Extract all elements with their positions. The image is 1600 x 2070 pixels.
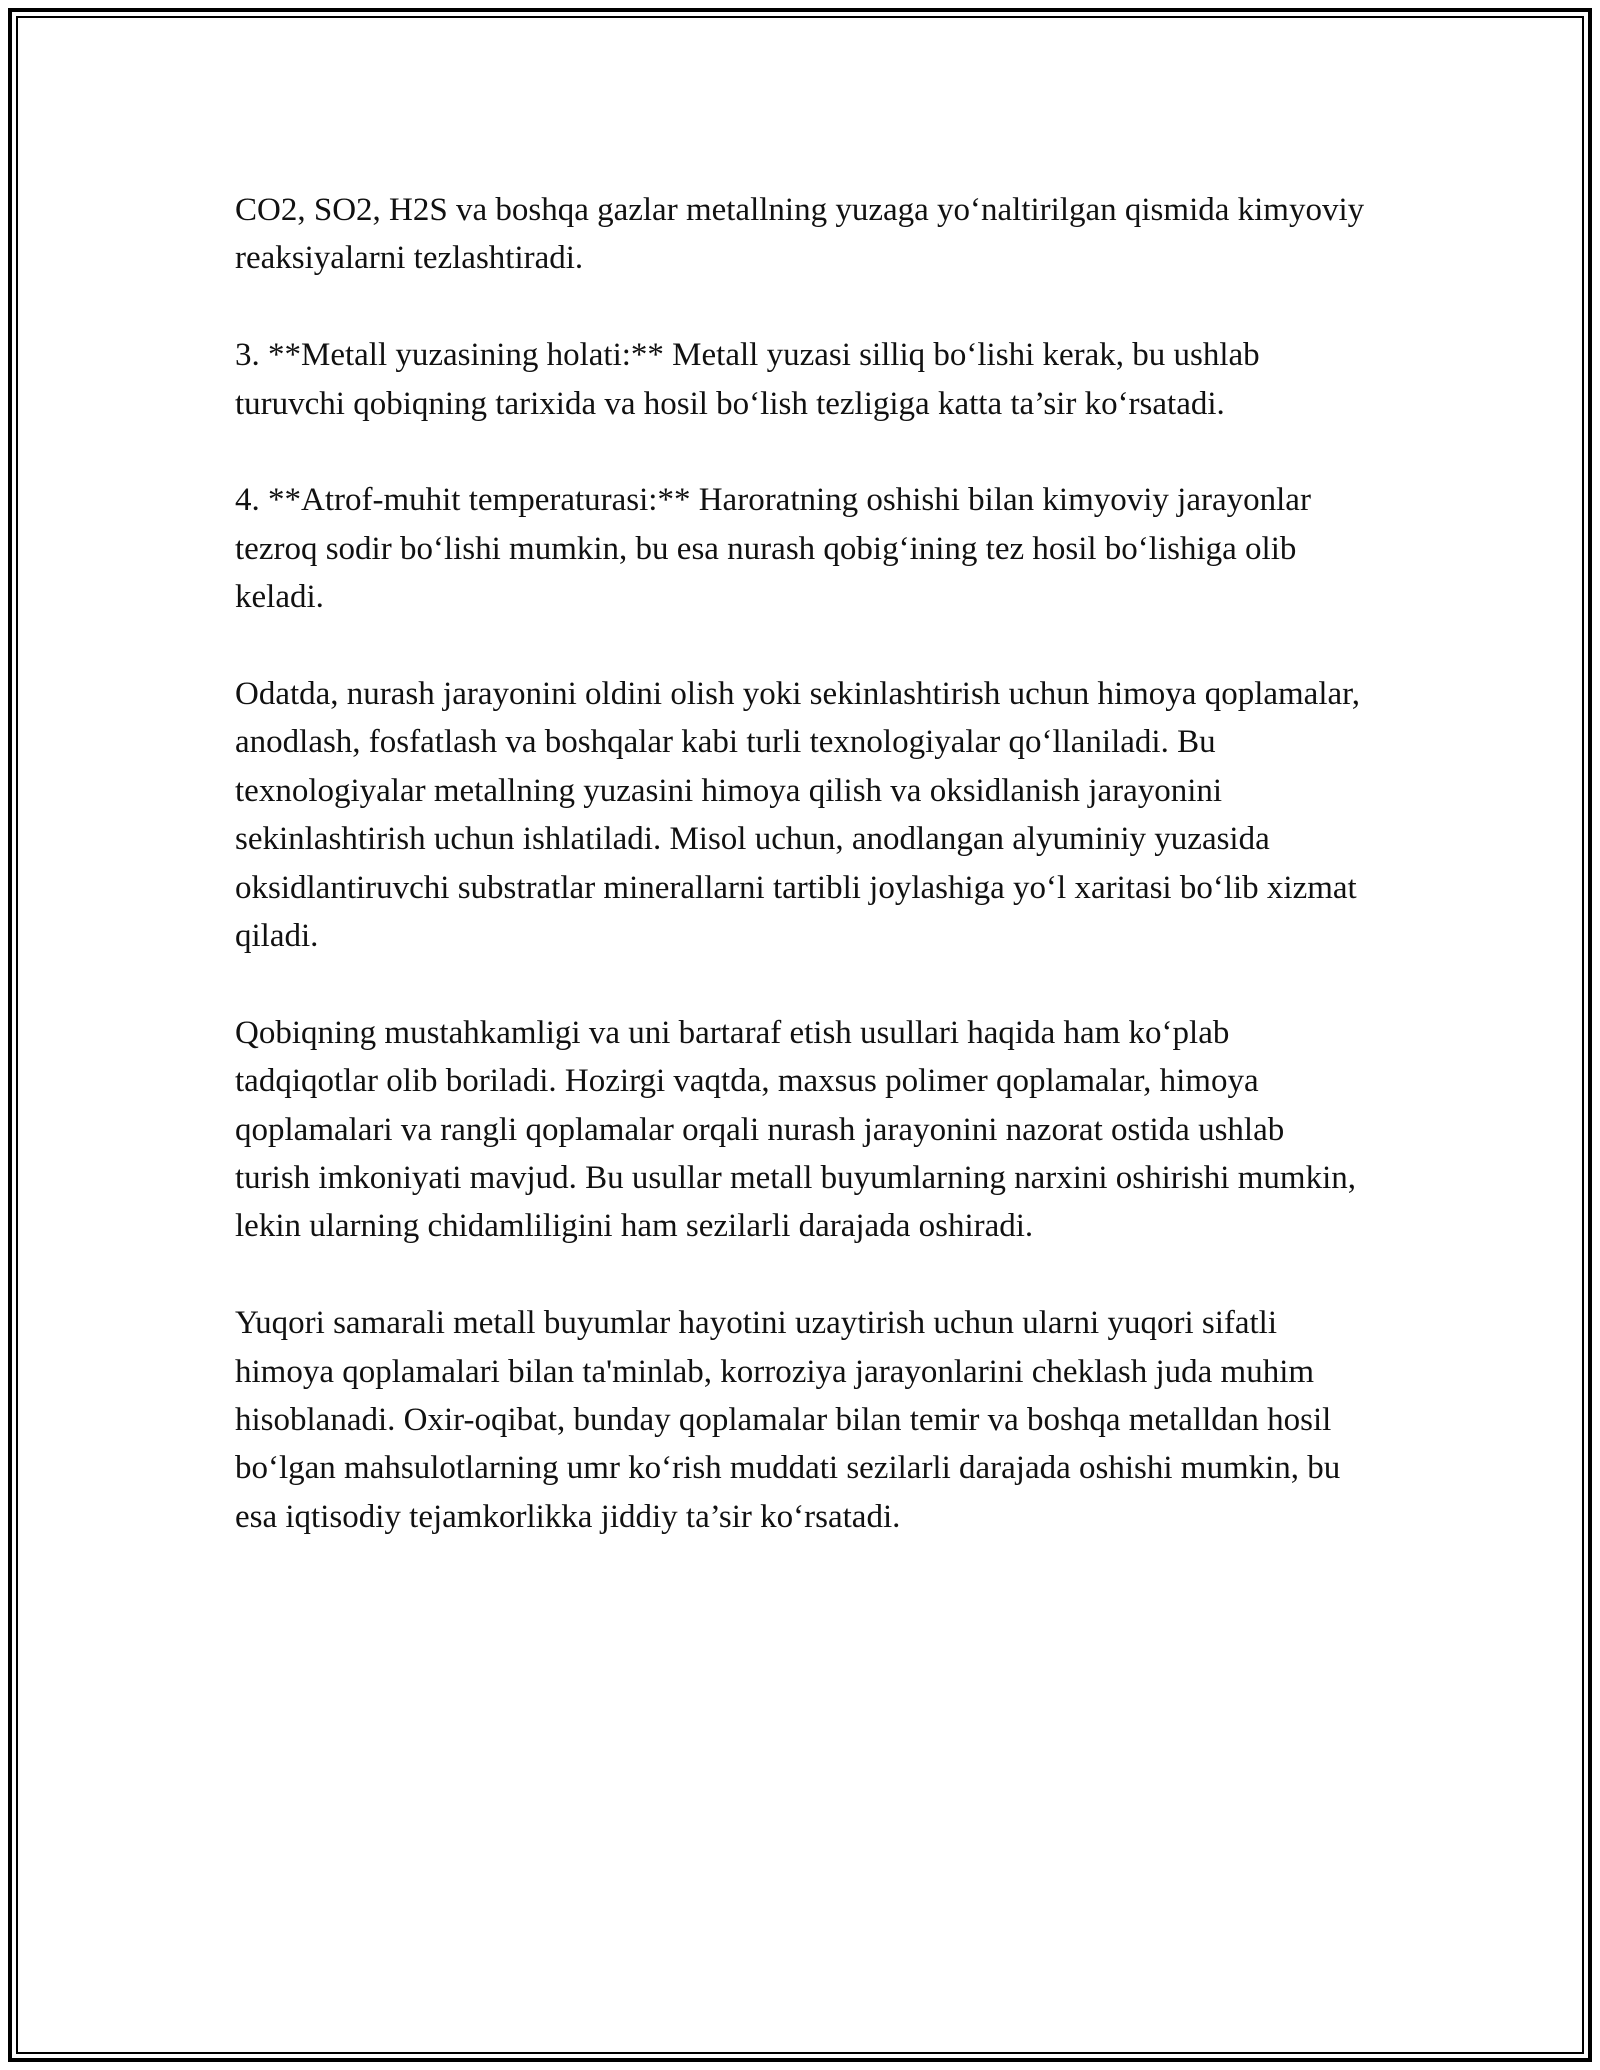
document-body [235, 186, 1365, 1590]
paragraph-surface-condition: 3. **Metall yuzasining holati:** Metall yuzasi silliq bo‘lishi kerak, bu ushlab turuvchi qobiqning tarixida va hosil bo‘lish tezligiga katta ta’sir ko‘rsatadi. [235, 337, 1260, 422]
paragraph-protection-technologies: Odatda, nurash jarayonini oldini olish yoki sekinlashtirish uchun himoya qoplamalar, anodlash, fosfatlash va boshqalar kabi turli texnologiyalar qo‘llaniladi. Bu texnologiyalar metallning yuzasini himoya qilish va oksidlanish jarayonini sekinlashtirish uchun ishlatiladi. Misol uchun, anodlangan alyuminiy yuzasida oksidlantiruvchi substratlar minerallarni tartibli joylashiga yo‘l xaritasi bo‘lib xizmat qiladi. [235, 676, 1361, 955]
paragraph-gases: CO2, SO2, H2S va boshqa gazlar metallning yuzaga yo‘naltirilgan qismida kimyoviy reaksiyalarni tezlashtiradi. [235, 192, 1365, 277]
paragraph-temperature: 4. **Atrof-muhit temperaturasi:** Haroratning oshishi bilan kimyoviy jarayonlar tezroq sodir bo‘lishi mumkin, bu esa nurash qobig‘ining tez hosil bo‘lishiga olib keladi. [235, 482, 1311, 616]
paragraph-conclusion: Yuqori samarali metall buyumlar hayotini uzaytirish uchun ularni yuqori sifatli himoya qoplamalari bilan ta'minlab, korroziya jarayonlarini cheklash juda muhim hisoblanadi. Oxir-oqibat, bunday qoplamalar bilan temir va boshqa metalldan hosil bo‘lgan mahsulotlarning umr ko‘rish muddati sezilarli darajada oshishi mumkin, bu esa iqtisodiy tejamkorlikka jiddiy ta’sir ko‘rsatadi. [235, 1305, 1341, 1535]
paragraph-coating-research: Qobiqning mustahkamligi va uni bartaraf etish usullari haqida ham ko‘plab tadqiqotlar olib boriladi. Hozirgi vaqtda, maxsus polimer qoplamalar, himoya qoplamalari va rangli qoplamalar orqali nurash jarayonini nazorat ostida ushlab turish imkoniyati mavjud. Bu usullar metall buyumlarning narxini oshirishi mumkin, lekin ularning chidamliligini ham sezilarli darajada oshiradi. [235, 1014, 1356, 1245]
